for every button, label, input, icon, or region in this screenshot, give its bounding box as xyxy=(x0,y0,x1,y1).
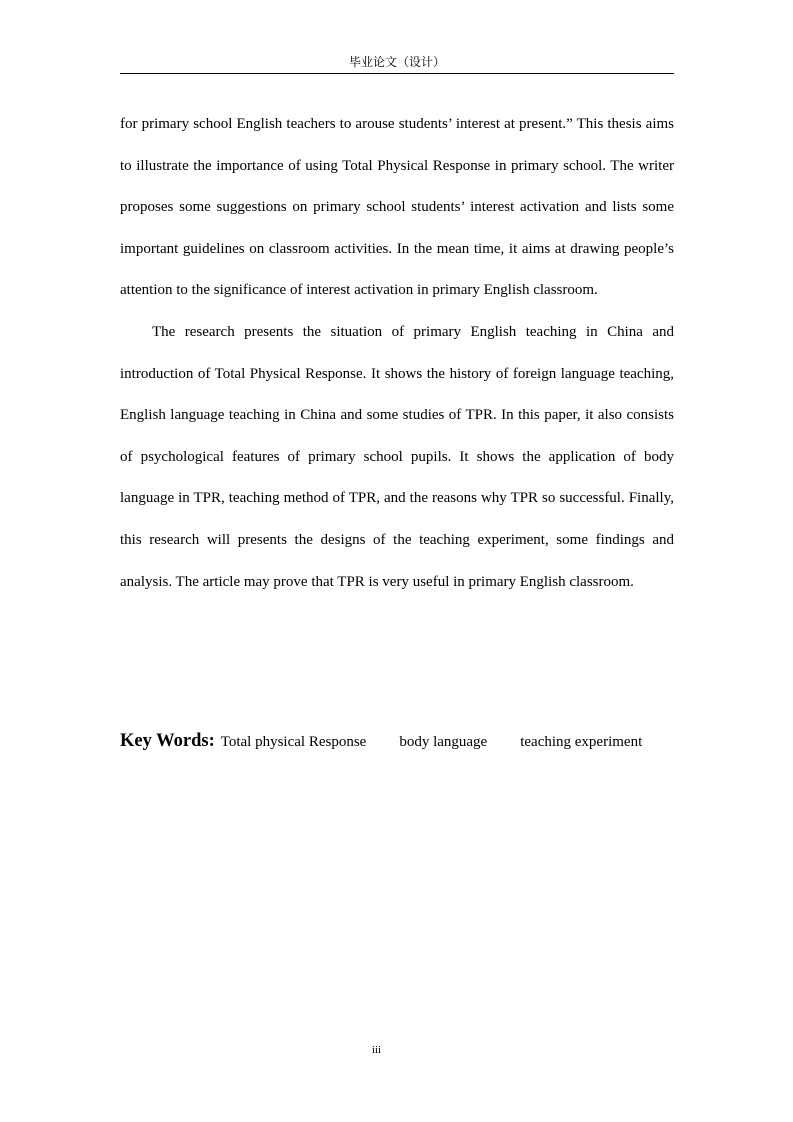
keyword-item: body language xyxy=(399,734,488,750)
paragraph-2: The research presents the situation of primary English teaching in China and introduction of Total Physical Response. It shows the history of foreign language teaching, English language teaching in China and some studies of TPR. In this paper, it also consists of psychological features of primary school pupils. It shows the application of body language in TPR, teaching method of TPR, and the reasons why TPR so successful. Finally, this research will presents the designs of the teaching experiment, some findings and analysis. The article may prove that TPR is very useful in primary English classroom. xyxy=(120,323,674,590)
running-header: 毕业论文（设计） xyxy=(348,55,445,69)
paragraph-1: for primary school English teachers to arouse students’ interest at present.” This thesis aims to illustrate the importance of using Total Physical Response in primary school. The writer proposes some suggestions on primary school students’ interest activation and lists some important guidelines on classroom activities. In the mean time, it aims at drawing people’s attention to the significance of interest activation in primary English classroom. xyxy=(120,116,674,299)
header-rule xyxy=(120,73,674,74)
keywords-label: Key Words: xyxy=(120,731,215,751)
keywords-line xyxy=(120,727,680,756)
keyword-item: Total physical Response xyxy=(220,734,367,750)
body-text xyxy=(120,104,674,603)
page-number: iii xyxy=(371,1044,382,1056)
keyword-item: teaching experiment xyxy=(520,734,643,750)
